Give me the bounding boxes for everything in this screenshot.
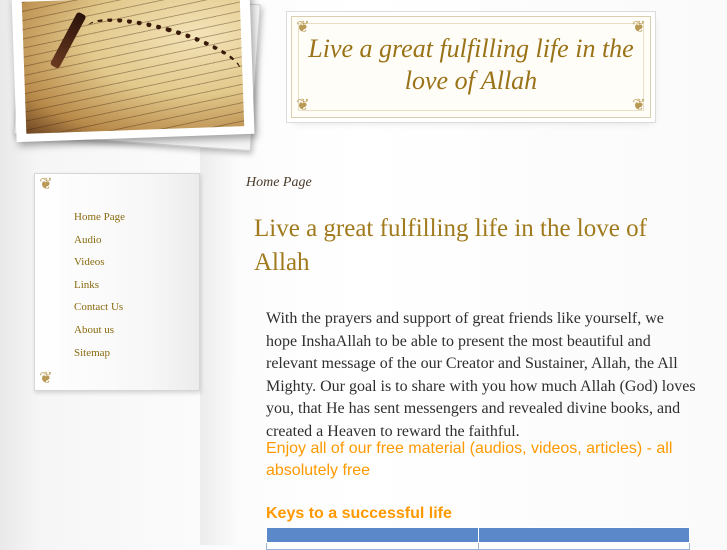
nav-link-videos[interactable]: Videos [74, 256, 105, 269]
flourish-icon: ❦ [632, 19, 646, 36]
sidebar-item-about [74, 320, 125, 343]
sidebar-item-contact [74, 297, 125, 320]
nav-link-about[interactable]: About us [74, 323, 115, 336]
photo-frame [11, 0, 254, 142]
table-cell [267, 543, 479, 550]
table-header-cell [267, 528, 479, 543]
keys-table [266, 527, 690, 550]
table-header-cell [478, 528, 690, 543]
banner-title: Live a great fulfilling life in the love of Allah [308, 34, 634, 95]
nav-link-sitemap[interactable]: Sitemap [74, 346, 111, 359]
sidebar-item-sitemap [74, 343, 125, 366]
nav-link-links[interactable]: Links [74, 278, 100, 291]
free-material-highlight: Enjoy all of our free material (audios, videos, articles) - all absolutely free [266, 440, 673, 479]
sidebar-nav [34, 173, 200, 391]
tassel-graphic [50, 11, 87, 69]
nav-link-home[interactable]: Home Page [74, 211, 126, 223]
flourish-icon: ❦ [632, 97, 646, 114]
flourish-icon: ❦ [296, 97, 310, 114]
breadcrumb: Home Page [246, 175, 312, 190]
sidebar-item-links [74, 275, 125, 298]
page-title: Live a great fulfilling life in the love of Allah [254, 215, 647, 276]
sidebar-item-home [74, 207, 125, 230]
intro-paragraph: With the prayers and support of great friends like yourself, we hope InshaAllah to be able to present the most beautiful and relevant message of the our Creator and Sustainer, Allah, the All Mighty. Our goal is to share with you how much Allah (God) loves you, that He has sent messengers and revealed divine books, and created a Heaven to reward the faithful. [266, 310, 696, 440]
sidebar-item-audio [74, 230, 125, 253]
header-photo [0, 0, 262, 150]
flourish-icon: ❦ [39, 176, 53, 193]
prayer-beads-graphic [80, 6, 244, 93]
header-banner [291, 16, 651, 118]
sidebar-item-videos [74, 252, 125, 275]
flourish-icon: ❦ [296, 19, 310, 36]
nav-link-audio[interactable]: Audio [74, 233, 102, 246]
table-row [267, 543, 690, 550]
nav-list [74, 207, 125, 365]
quran-beads-image [22, 0, 244, 134]
nav-link-contact[interactable]: Contact Us [74, 301, 124, 314]
table-row [267, 528, 690, 543]
flourish-icon: ❦ [39, 370, 53, 387]
keys-section-title: Keys to a successful life [266, 505, 452, 522]
table-cell [478, 543, 690, 550]
